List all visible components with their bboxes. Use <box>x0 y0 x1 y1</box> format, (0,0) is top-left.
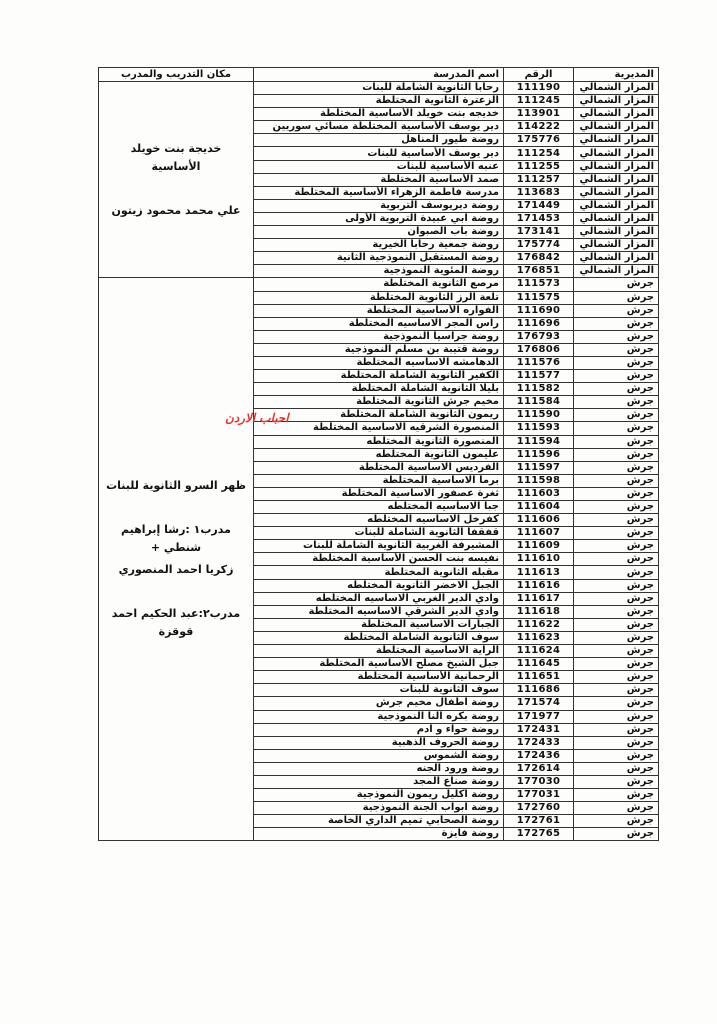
school-number-cell: 175776 <box>504 134 574 147</box>
directorate-cell: جرش <box>574 553 659 566</box>
school-number-cell: 111245 <box>504 95 574 108</box>
directorate-cell: جرش <box>574 540 659 553</box>
trainer-1-name: مدرب١ :رشا إبراهيم شنطي + <box>121 523 231 555</box>
school-name-cell: روضة صناع المجد <box>254 775 504 788</box>
directorate-cell: جرش <box>574 304 659 317</box>
school-number-cell: 111254 <box>504 147 574 160</box>
school-name-cell: برما الاساسية المختلطة <box>254 474 504 487</box>
school-name-cell: كفرخل الاساسيه المختلطه <box>254 514 504 527</box>
directorate-cell: المزار الشمالي <box>574 95 659 108</box>
school-name-cell: دير يوسف الأساسية المختلطة مسائي سوريين <box>254 121 504 134</box>
directorate-cell: المزار الشمالي <box>574 82 659 95</box>
directorate-cell: جرش <box>574 566 659 579</box>
school-name-cell: نفيسه بنت الحسن الأساسية المختلطة <box>254 553 504 566</box>
school-number-cell: 172761 <box>504 815 574 828</box>
school-name-cell: روضة ورود الجنه <box>254 762 504 775</box>
directorate-cell: جرش <box>574 605 659 618</box>
table-header-row <box>99 68 659 82</box>
school-name-cell: سوف الثانوية الشاملة المختلطة <box>254 631 504 644</box>
directorate-cell: جرش <box>574 749 659 762</box>
directorate-cell: جرش <box>574 278 659 291</box>
school-name-cell: روضة حواء و ادم <box>254 723 504 736</box>
directorate-cell: المزار الشمالي <box>574 239 659 252</box>
school-name-cell: خديجه بنت خويلد الأساسية المختلطة <box>254 108 504 121</box>
school-name-cell: الكفير الثانوية الشاملة المختلطة <box>254 370 504 383</box>
school-name-cell: مقبله الثانوية المختلطة <box>254 566 504 579</box>
school-number-cell: 111593 <box>504 422 574 435</box>
directorate-cell: المزار الشمالي <box>574 147 659 160</box>
school-number-cell: 172433 <box>504 736 574 749</box>
school-number-cell: 111617 <box>504 592 574 605</box>
directorate-cell: جرش <box>574 815 659 828</box>
directorate-cell: جرش <box>574 435 659 448</box>
school-name-cell: المشيرفة الغربية الثانوية الشاملة للبنات <box>254 540 504 553</box>
school-number-cell: 176793 <box>504 330 574 343</box>
school-number-cell: 111618 <box>504 605 574 618</box>
directorate-cell: جرش <box>574 658 659 671</box>
school-number-cell: 111607 <box>504 527 574 540</box>
school-number-cell: 111651 <box>504 671 574 684</box>
school-name-cell: بليلا الثانوية الشاملة المختلطة <box>254 383 504 396</box>
school-number-cell: 111624 <box>504 645 574 658</box>
school-number-cell: 171977 <box>504 710 574 723</box>
header-directorate: المديرية <box>574 68 659 82</box>
school-name-cell: الفرديس الاساسية المختلطة <box>254 461 504 474</box>
school-number-cell: 111582 <box>504 383 574 396</box>
directorate-cell: جرش <box>574 789 659 802</box>
school-number-cell: 111577 <box>504 370 574 383</box>
directorate-cell: جرش <box>574 383 659 396</box>
school-number-cell: 171574 <box>504 697 574 710</box>
school-number-cell: 111576 <box>504 356 574 369</box>
school-number-cell: 111603 <box>504 487 574 500</box>
school-name-cell: روضة الشموس <box>254 749 504 762</box>
school-name-cell: قفقفا الثانوية الشاملة للبنات <box>254 527 504 540</box>
directorate-cell: جرش <box>574 487 659 500</box>
directorate-cell: جرش <box>574 710 659 723</box>
school-name-cell: مرصع الثانوية المختلطة <box>254 278 504 291</box>
directorate-cell: جرش <box>574 736 659 749</box>
school-name-cell: جبا الاساسيه المختلطه <box>254 501 504 514</box>
school-number-cell: 111573 <box>504 278 574 291</box>
table-row <box>99 278 659 291</box>
trainer-2-name: مدرب٢:عبد الحكيم احمد قوقزة <box>111 607 241 639</box>
school-name-cell: المنصورة الثانوية المختلطه <box>254 435 504 448</box>
directorate-cell: المزار الشمالي <box>574 212 659 225</box>
school-number-cell: 177030 <box>504 775 574 788</box>
school-name-cell: روضة الصحابي تميم الداري الخاصة <box>254 815 504 828</box>
directorate-cell: جرش <box>574 448 659 461</box>
spacer <box>105 499 247 517</box>
spacer <box>105 583 247 601</box>
school-number-cell: 172760 <box>504 802 574 815</box>
header-school: اسم المدرسة <box>254 68 504 82</box>
school-name-cell: الجبارات الاساسية المختلطة <box>254 618 504 631</box>
school-name-cell: روضة المئوية النموذجية <box>254 265 504 278</box>
school-name-cell: روضة اطفال مخيم جرش <box>254 697 504 710</box>
directorate-cell: جرش <box>574 396 659 409</box>
school-name-cell: مخيم جرش الثانوية المختلطة <box>254 396 504 409</box>
spacer <box>105 180 247 198</box>
training-school-name: خديجة بنت خويلد الأساسية <box>130 141 222 173</box>
school-number-cell: 111645 <box>504 658 574 671</box>
directorate-cell: جرش <box>574 802 659 815</box>
training-school-name: ظهر السرو الثانوية للبنات <box>106 479 246 493</box>
school-number-cell: 114222 <box>504 121 574 134</box>
school-number-cell: 111622 <box>504 618 574 631</box>
school-name-cell: عنبه الأساسية للبنات <box>254 160 504 173</box>
school-name-cell: الفواره الأساسية المختلطة <box>254 304 504 317</box>
school-name-cell: روضة طيور المناهل <box>254 134 504 147</box>
school-name-cell: رحابا الثانوية الشاملة للبنات <box>254 82 504 95</box>
table-row <box>99 82 659 95</box>
school-number-cell: 111596 <box>504 448 574 461</box>
directorate-cell: المزار الشمالي <box>574 265 659 278</box>
school-name-cell: روضة الحروف الذهبية <box>254 736 504 749</box>
directorate-cell: جرش <box>574 579 659 592</box>
school-name-cell: مدرسة فاطمة الزهراء الأساسية المختلطة <box>254 186 504 199</box>
directorate-cell: جرش <box>574 723 659 736</box>
school-number-cell: 111613 <box>504 566 574 579</box>
school-name-cell: روضة قتيبة بن مسلم النموذجية <box>254 343 504 356</box>
school-number-cell: 111606 <box>504 514 574 527</box>
school-number-cell: 111575 <box>504 291 574 304</box>
school-name-cell: روضة ابواب الجنة النموذجية <box>254 802 504 815</box>
school-number-cell: 111257 <box>504 173 574 186</box>
trainer-name: علي محمد محمود زيتون <box>111 203 241 217</box>
school-name-cell: وادي الدير الغربي الاساسيه المختلطه <box>254 592 504 605</box>
directorate-cell: جرش <box>574 671 659 684</box>
header-place: مكان التدريب والمدرب <box>99 68 254 82</box>
directorate-cell: جرش <box>574 645 659 658</box>
school-number-cell: 111594 <box>504 435 574 448</box>
school-name-cell: ثغرة عصفور الاساسية المختلطة <box>254 487 504 500</box>
school-number-cell: 173141 <box>504 226 574 239</box>
school-number-cell: 111686 <box>504 684 574 697</box>
header-number: الرقم <box>504 68 574 82</box>
school-name-cell: صمد الأساسية المختلطة <box>254 173 504 186</box>
directorate-cell: جرش <box>574 527 659 540</box>
school-name-cell: جبل الشيخ مصلح الأساسية المختلطة <box>254 658 504 671</box>
directorate-cell: المزار الشمالي <box>574 108 659 121</box>
directorate-cell: المزار الشمالي <box>574 173 659 186</box>
school-name-cell: روضة اكليل ريمون النموذجية <box>254 789 504 802</box>
school-number-cell: 111609 <box>504 540 574 553</box>
directorate-cell: جرش <box>574 775 659 788</box>
school-number-cell: 111604 <box>504 501 574 514</box>
school-number-cell: 177031 <box>504 789 574 802</box>
watermark-text: احباب الاردن <box>225 411 289 425</box>
school-number-cell: 111610 <box>504 553 574 566</box>
school-name-cell: روضة جمعية رحابا الخيرية <box>254 239 504 252</box>
directorate-cell: المزار الشمالي <box>574 134 659 147</box>
school-number-cell: 111584 <box>504 396 574 409</box>
school-number-cell: 111690 <box>504 304 574 317</box>
school-name-cell: عليمون الثانوية المختلطه <box>254 448 504 461</box>
school-name-cell: روضة ديريوسف التربوية <box>254 199 504 212</box>
school-name-cell: الرحمانية الأساسية المختلطة <box>254 671 504 684</box>
school-number-cell: 111623 <box>504 631 574 644</box>
school-number-cell: 172436 <box>504 749 574 762</box>
directorate-cell: جرش <box>574 291 659 304</box>
school-number-cell: 113683 <box>504 186 574 199</box>
school-name-cell: الجبل الاخضر الثانوية المختلطه <box>254 579 504 592</box>
school-name-cell: روضة بكره النا النموذجية <box>254 710 504 723</box>
directorate-cell: المزار الشمالي <box>574 160 659 173</box>
school-name-cell: الدهامشه الاساسيه المختلطة <box>254 356 504 369</box>
directorate-cell: جرش <box>574 592 659 605</box>
group1-training-place <box>99 82 254 278</box>
directorate-cell: جرش <box>574 618 659 631</box>
school-number-cell: 176842 <box>504 252 574 265</box>
directorate-cell: جرش <box>574 631 659 644</box>
school-number-cell: 171449 <box>504 199 574 212</box>
school-name-cell: الزعترة الثانوية المختلطة <box>254 95 504 108</box>
directorate-cell: المزار الشمالي <box>574 252 659 265</box>
directorate-cell: جرش <box>574 514 659 527</box>
school-number-cell: 111597 <box>504 461 574 474</box>
school-name-cell: روضة ابي عبيدة التربوية الأولى <box>254 212 504 225</box>
school-name-cell: روضة باب الصبوان <box>254 226 504 239</box>
school-name-cell: دير يوسف الأساسية للبنات <box>254 147 504 160</box>
school-name-cell: روضة المستقبل النموذجية الثانية <box>254 252 504 265</box>
school-number-cell: 176851 <box>504 265 574 278</box>
school-number-cell: 172431 <box>504 723 574 736</box>
school-name-cell: الراية الاساسية المختلطة <box>254 645 504 658</box>
school-number-cell: 111598 <box>504 474 574 487</box>
school-number-cell: 111696 <box>504 317 574 330</box>
school-number-cell: 176806 <box>504 343 574 356</box>
school-name-cell: ريمون الثانوية الشاملة المختلطة <box>254 409 504 422</box>
school-number-cell: 111590 <box>504 409 574 422</box>
group2-training-place <box>99 278 254 841</box>
directorate-cell: المزار الشمالي <box>574 199 659 212</box>
directorate-cell: جرش <box>574 684 659 697</box>
school-number-cell: 175774 <box>504 239 574 252</box>
school-number-cell: 111190 <box>504 82 574 95</box>
directorate-cell: المزار الشمالي <box>574 226 659 239</box>
directorate-cell: المزار الشمالي <box>574 121 659 134</box>
directorate-cell: جرش <box>574 828 659 841</box>
directorate-cell: جرش <box>574 330 659 343</box>
school-name-cell: سوف الثانوية للبنات <box>254 684 504 697</box>
school-number-cell: 172614 <box>504 762 574 775</box>
school-name-cell: تلعة الرز الثانوية المختلطة <box>254 291 504 304</box>
directorate-cell: المزار الشمالي <box>574 186 659 199</box>
school-name-cell: راس المجر الاساسيه المختلطة <box>254 317 504 330</box>
schools-table <box>98 67 659 841</box>
directorate-cell: جرش <box>574 422 659 435</box>
directorate-cell: جرش <box>574 501 659 514</box>
directorate-cell: جرش <box>574 343 659 356</box>
school-number-cell: 111255 <box>504 160 574 173</box>
trainer-1b-name: زكريا احمد المنصوري <box>118 563 234 577</box>
school-name-cell: روضة جراسيا النموذجية <box>254 330 504 343</box>
school-name-cell: المنصورة الشرقيه الاساسية المختلطة <box>254 422 504 435</box>
school-number-cell: 171453 <box>504 212 574 225</box>
directorate-cell: جرش <box>574 697 659 710</box>
directorate-cell: جرش <box>574 474 659 487</box>
directorate-cell: جرش <box>574 461 659 474</box>
directorate-cell: جرش <box>574 762 659 775</box>
directorate-cell: جرش <box>574 370 659 383</box>
school-number-cell: 172765 <box>504 828 574 841</box>
school-name-cell: وادي الدير الشرقي الاساسيه المختلطة <box>254 605 504 618</box>
school-name-cell: روضة فايزة <box>254 828 504 841</box>
directorate-cell: جرش <box>574 317 659 330</box>
school-number-cell: 111616 <box>504 579 574 592</box>
directorate-cell: جرش <box>574 356 659 369</box>
directorate-cell: جرش <box>574 409 659 422</box>
school-number-cell: 113901 <box>504 108 574 121</box>
